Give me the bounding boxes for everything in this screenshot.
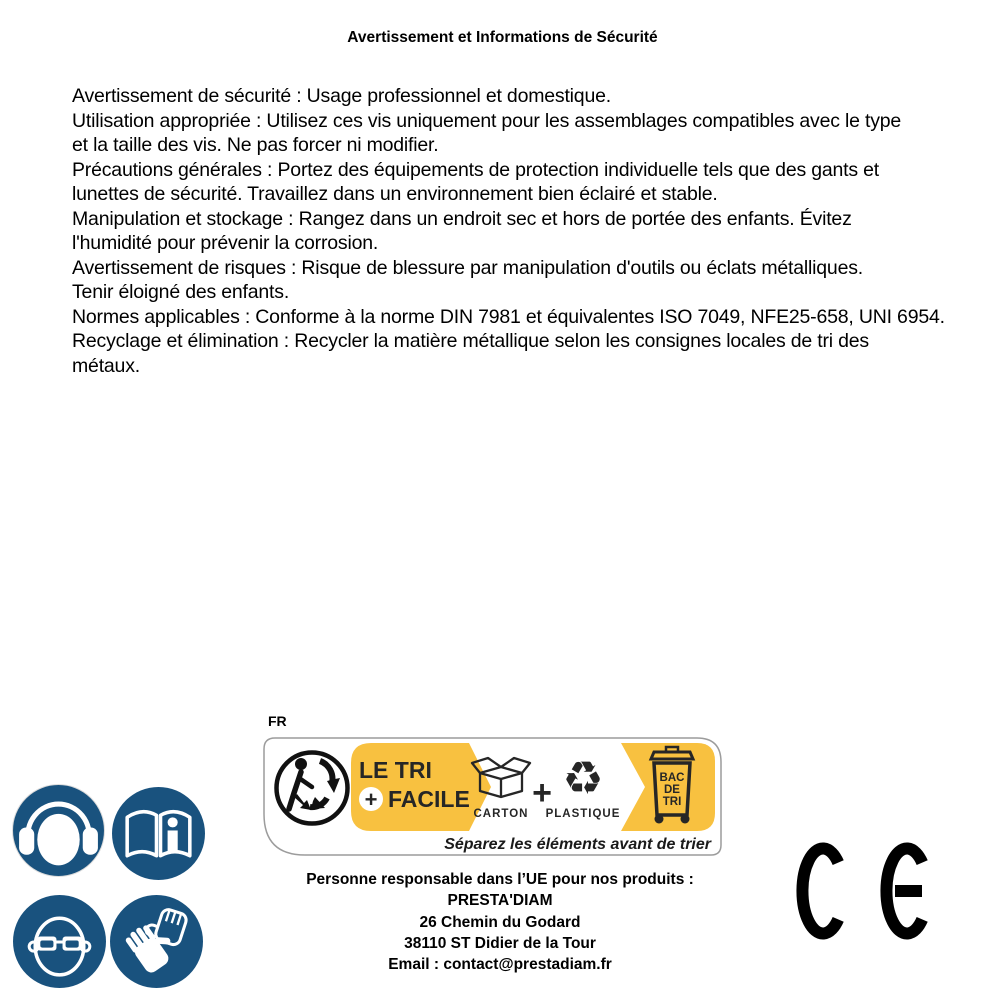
page-title: Avertissement et Informations de Sécurité	[347, 29, 658, 46]
responsible-address-line: 38110 ST Didier de la Tour	[404, 934, 596, 952]
body-line: métaux.	[72, 354, 140, 377]
carton-label: CARTON	[473, 808, 529, 820]
body-line: Utilisation appropriée : Utilisez ces vis uniquement pour les assemblages compatibles avec le type	[72, 109, 902, 132]
materials-plus-separator: +	[532, 774, 552, 812]
responsible-address-line: 26 Chemin du Godard	[419, 913, 581, 931]
responsible-email: Email : contact@prestadiam.fr	[388, 956, 612, 974]
bin-label-bac: BAC	[659, 772, 685, 784]
separation-note: Séparez les éléments avant de trier	[444, 836, 711, 853]
recycling-loop-icon: ♻	[562, 752, 604, 804]
wear-protective-gloves-icon	[109, 894, 204, 989]
body-line: Avertissement de risques : Risque de blessure par manipulation d'outils ou éclats métalliques.	[72, 256, 863, 279]
responsible-company: PRESTA'DIAM	[447, 892, 553, 910]
body-line: Avertissement de sécurité : Usage professionnel et domestique.	[72, 85, 611, 107]
infotri-recycling-label	[263, 737, 722, 856]
bin-label-tri: TRI	[662, 796, 682, 808]
plus-badge: +	[364, 787, 378, 812]
body-line: Tenir éloigné des enfants.	[72, 281, 290, 303]
headline-le-tri: LE TRI	[359, 757, 432, 783]
body-line: Manipulation et stockage : Rangez dans un endroit sec et hors de portée des enfants. Évitez	[72, 207, 852, 230]
fr-country-code: FR	[268, 713, 287, 729]
wear-ear-protection-icon	[11, 783, 106, 878]
responsible-line: Personne responsable dans l’UE pour nos produits :	[306, 871, 694, 888]
body-line: l'humidité pour prévenir la corrosion.	[72, 232, 379, 254]
ce-marking-icon	[796, 841, 940, 943]
body-line: lunettes de sécurité. Travaillez dans un environnement bien éclairé et stable.	[72, 183, 718, 205]
safety-text-block	[72, 84, 997, 378]
plastique-label: PLASTIQUE	[545, 808, 621, 820]
wear-eye-protection-icon	[12, 894, 107, 989]
responsible-person-block	[253, 869, 747, 975]
headline-facile: FACILE	[388, 786, 470, 812]
infotri-label-graphic	[263, 737, 722, 856]
body-line: et la taille des vis. Ne pas forcer ni modifier.	[72, 134, 439, 156]
read-instruction-manual-icon	[111, 786, 206, 881]
body-line: Précautions générales : Portez des équipements de protection individuelle tels que des gants et	[72, 158, 880, 181]
body-line: Recyclage et élimination : Recycler la matière métallique selon les consignes locales de tri des	[72, 330, 869, 352]
bin-label-de: DE	[664, 784, 680, 796]
body-line: Normes applicables : Conforme à la norme DIN 7981 et équivalentes ISO 7049, NFE25-658, UNI 6954.	[72, 305, 945, 328]
